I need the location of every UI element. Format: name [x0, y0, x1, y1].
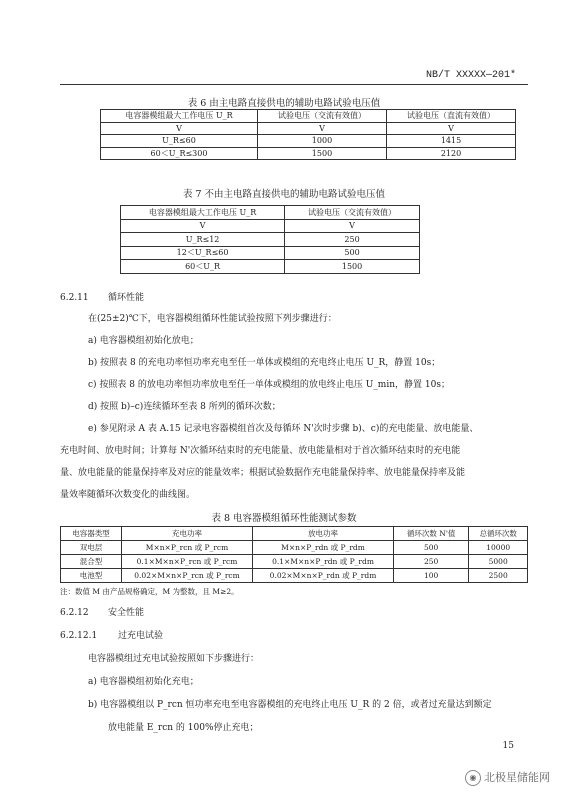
cell: 60＜U_R: [121, 260, 285, 274]
overcharge-step-a: a) 电容器模组初始化充电；: [88, 677, 199, 687]
cell: 5000: [469, 555, 528, 569]
page-number: 15: [502, 741, 514, 751]
cell: 2120: [386, 147, 515, 160]
overcharge-step-b-line2: 放电能量 E_rcn 的 100%停止充电；: [108, 723, 259, 733]
section-6211-intro: 在(25±2)℃下，电容器模组循环性能试验按照下列步骤进行：: [88, 314, 337, 324]
step-c: c) 按照表 8 的放电功率恒功率放电至任一单体或模组的放电终止电压 U_min，静置 10s；: [88, 380, 450, 390]
cell: 0.02×M×n×P_rcn 或 P_rcm: [122, 569, 253, 583]
cell: 250: [394, 555, 469, 569]
t6-header: 试验电压（交流有效值）: [257, 110, 386, 123]
cell: 1500: [285, 260, 420, 274]
step-b: b) 按照表 8 的充电功率恒功率充电至任一单体或模组的充电终止电压 U_R，静置 10s；: [88, 358, 441, 368]
section-6211-title: 循环性能: [108, 293, 145, 303]
t8-header: 电容器类型: [61, 527, 122, 541]
t6-header: 电容器模组最大工作电压 U_R: [101, 110, 258, 123]
t6-unit: V: [101, 122, 258, 135]
step-d: d) 按照 b)–c)连续循环至表 8 所列的循环次数；: [88, 402, 281, 412]
section-62121-number: 6.2.12.1: [60, 631, 98, 641]
table-row: [61, 541, 528, 555]
cell: 电池型: [61, 569, 122, 583]
cell: 10000: [469, 541, 528, 555]
cell: 1000: [257, 135, 386, 148]
step-e-line2: 充电时间、放电时间；计算每 N'次循环结束时的充电能量、放电能量相对于首次循环结束时的充电能: [60, 446, 461, 456]
t6-unit: V: [257, 122, 386, 135]
table7: [120, 205, 420, 274]
section-62121-title: 过充电试验: [118, 631, 164, 641]
step-e-line1: e) 参见附录 A 表 A.15 记录电容器模组首次及每循环 N'次时步骤 b)、c)的充电能量、放电能量、: [88, 424, 479, 434]
cell: 混合型: [61, 555, 122, 569]
cell: 0.1×M×n×P_rdn 或 P_rdm: [253, 555, 394, 569]
table7-caption: 表 7 不由主电路直接供电的辅助电路试验电压值: [182, 189, 386, 200]
cell: U_R≤60: [101, 135, 258, 148]
header-rule: [60, 84, 528, 85]
section-62121-intro: 电容器模组过充电试验按照如下步骤进行：: [88, 654, 260, 664]
cell: 500: [285, 246, 420, 260]
step-e-line3: 量、放电能量的能量保持率及对应的能量效率；根据试验数据作充电能量保持率、放电能量保持率及能: [60, 468, 466, 478]
cell: 60＜U_R≤300: [101, 147, 258, 160]
cell: U_R≤12: [121, 233, 285, 247]
step-e-line4: 量效率随循环次数变化的曲线图。: [60, 490, 196, 500]
overcharge-step-b-line1: b) 电容器模组以 P_rcn 恒功率充电至电容器模组的充电终止电压 U_R 的 2 倍，或者过充量达到额定: [88, 700, 492, 710]
t6-header: 试验电压（直流有效值）: [386, 110, 515, 123]
cell: 12＜U_R≤60: [121, 246, 285, 260]
t6-unit: V: [386, 122, 515, 135]
cell: 100: [394, 569, 469, 583]
table-row: [121, 246, 420, 260]
table-row: [61, 555, 528, 569]
table-row: [61, 569, 528, 583]
cell: 0.02×M×n×P_rdn 或 P_rdm: [253, 569, 394, 583]
cell: 1500: [257, 147, 386, 160]
cell: 2500: [469, 569, 528, 583]
cell: 500: [394, 541, 469, 555]
cell: 1415: [386, 135, 515, 148]
watermark: [465, 769, 550, 786]
table6: [100, 109, 516, 160]
cell: 双电层: [61, 541, 122, 555]
table-row: [121, 233, 420, 247]
t7-unit: V: [121, 219, 285, 233]
t8-header: 放电功率: [253, 527, 394, 541]
cell: M×n×P_rdn 或 P_rdm: [253, 541, 394, 555]
t8-header: 循环次数 N'值: [394, 527, 469, 541]
step-a: a) 电容器模组初始化放电；: [88, 336, 199, 346]
table8-caption: 表 8 电容器模组循环性能测试参数: [211, 513, 357, 524]
t8-header: 总循环次数: [469, 527, 528, 541]
section-6212-number: 6.2.12: [60, 608, 89, 618]
t7-header: 电容器模组最大工作电压 U_R: [121, 206, 285, 220]
standard-code: NB/T XXXXX—201*: [425, 70, 516, 81]
cell: 250: [285, 233, 420, 247]
cell: M×n×P_rcn 或 P_rcm: [122, 541, 253, 555]
watermark-text: 北极星储能网: [484, 771, 550, 784]
table6-caption: 表 6 由主电路直接供电的辅助电路试验电压值: [187, 98, 381, 109]
table8-note: 注：数值 M 由产品规格确定，M 为整数，且 M≥2。: [60, 587, 239, 596]
t8-header: 充电功率: [122, 527, 253, 541]
wechat-icon: ◉: [465, 770, 481, 786]
table8: [60, 526, 528, 583]
table-row: [101, 147, 516, 160]
t7-header: 试验电压（交流有效值）: [285, 206, 420, 220]
section-6211-number: 6.2.11: [60, 293, 89, 303]
table-row: [101, 135, 516, 148]
cell: 0.1×M×n×P_rcn 或 P_rcm: [122, 555, 253, 569]
section-6212-title: 安全性能: [108, 608, 145, 618]
t7-unit: V: [285, 219, 420, 233]
table-row: [121, 260, 420, 274]
